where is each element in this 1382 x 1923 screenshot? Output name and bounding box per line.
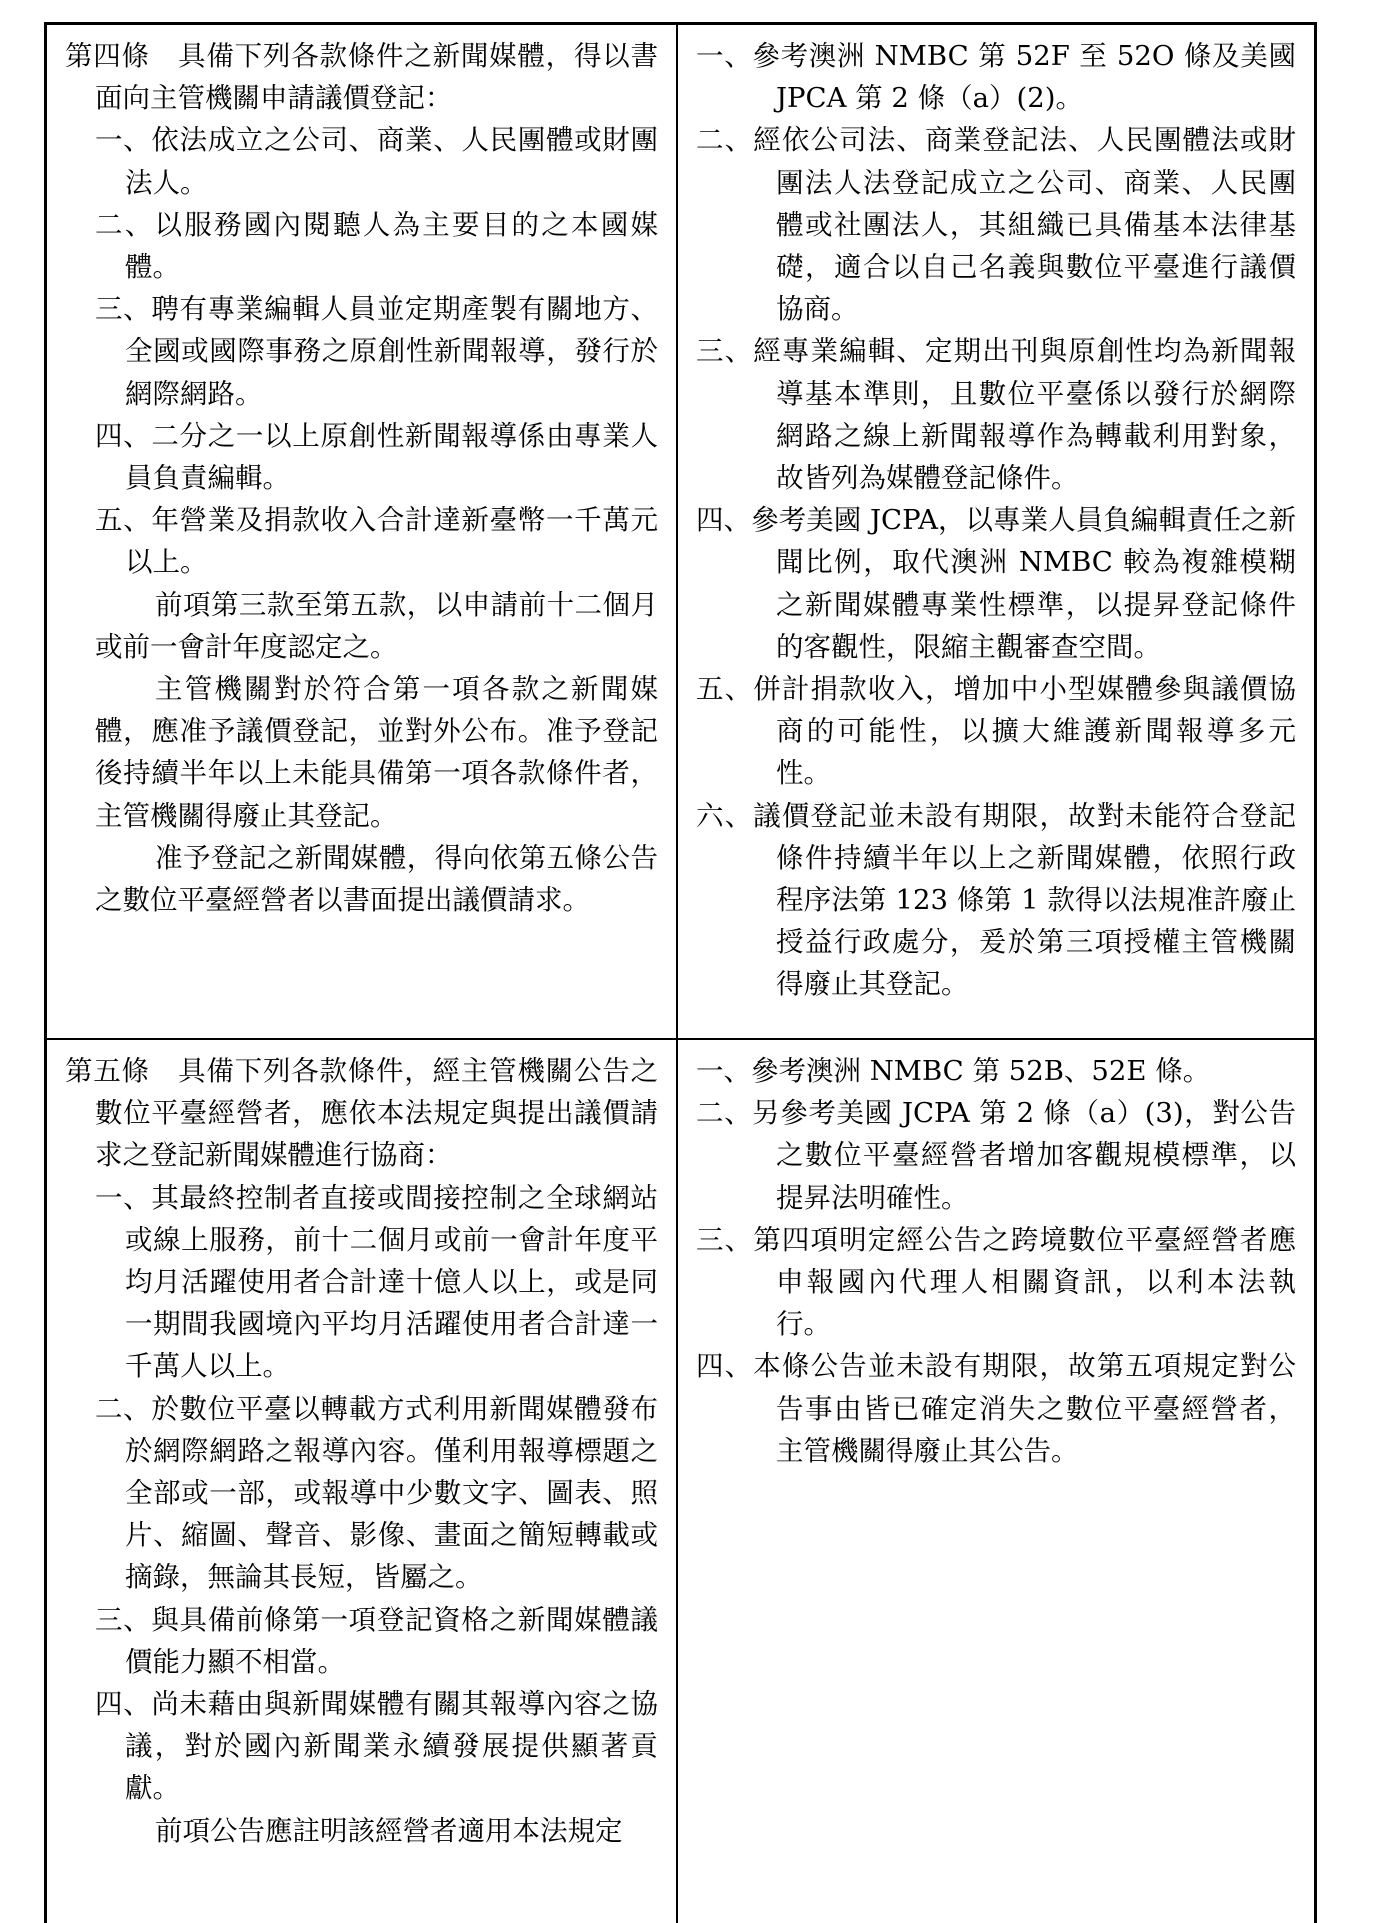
explanation-item: 一、參考澳洲 NMBC 第 52B、52E 條。 [696, 1055, 1211, 1087]
article-item: 三、聘有專業編輯人員並定期產製有關地方、全國或國際事務之原創性新聞報導，發行於網際網路。 [95, 293, 658, 410]
article-item: 三、與具備前條第一項登記資格之新聞媒體議價能力顯不相當。 [95, 1603, 658, 1678]
explanation-item: 一、參考澳洲 NMBC 第 52F 至 52O 條及美國 JPCA 第 2 條（a）(2)。 [696, 40, 1296, 115]
article-item: 一、其最終控制者直接或間接控制之全球網站或線上服務，前十二個月或前一會計年度平均月活躍使用者合計達十億人以上，或是同一期間我國境內平均月活躍使用者合計達一千萬人以上。 [95, 1181, 658, 1383]
article-5-text-cell [44, 1039, 677, 1923]
article-item: 一、依法成立之公司、商業、人民團體或財團法人。 [95, 124, 658, 199]
article-5-explanation-cell [677, 1039, 1317, 1923]
article-4-text-cell [44, 22, 677, 1039]
article-item: 四、尚未藉由與新聞媒體有關其報導內容之協議，對於國內新聞業永續發展提供顯著貢獻。 [95, 1688, 658, 1805]
article-item: 二、於數位平臺以轉載方式利用新聞媒體發布於網際網路之報導內容。僅利用報導標題之全部或一部，或報導中少數文字、圖表、照片、縮圖、聲音、影像、畫面之簡短轉載或摘錄，無論其長短，皆屬之。 [95, 1392, 658, 1594]
article-heading: 第四條 具備下列各款條件之新聞媒體，得以書面向主管機關申請議價登記： [65, 40, 658, 115]
article-item: 二、以服務國內閱聽人為主要目的之本國媒體。 [95, 208, 658, 284]
article-paragraph: 准予登記之新聞媒體，得向依第五條公告之數位平臺經營者以書面提出議價請求。 [95, 841, 658, 917]
explanation-item: 五、併計捐款收入，增加中小型媒體參與議價協商的可能性，以擴大維護新聞報導多元性。 [696, 673, 1296, 790]
article-paragraph: 前項公告應註明該經營者適用本法規定 [155, 1814, 623, 1847]
comparison-table [44, 22, 1317, 1923]
article-paragraph: 主管機關對於符合第一項各款之新聞媒體，應准予議價登記，並對外公布。准予登記後持續半年以上未能具備第一項各款條件者，主管機關得廢止其登記。 [95, 673, 658, 832]
explanation-item: 三、第四項明定經公告之跨境數位平臺經營者應申報國內代理人相關資訊，以利本法執行。 [696, 1223, 1296, 1341]
article-paragraph: 前項第三款至第五款，以申請前十二個月或前一會計年度認定之。 [95, 588, 658, 663]
article-item: 四、二分之一以上原創性新聞報導係由專業人員負責編輯。 [95, 419, 658, 495]
article-4-explanation-cell [677, 22, 1317, 1039]
explanation-item: 二、另參考美國 JCPA 第 2 條（a）(3)，對公告之數位平臺經營者增加客觀規模標準，以提昇法明確性。 [696, 1097, 1296, 1214]
explanation-item: 三、經專業編輯、定期出刊與原創性均為新聞報導基本準則，且數位平臺係以發行於網際網路之線上新聞報導作為轉載利用對象，故皆列為媒體登記條件。 [696, 335, 1296, 495]
explanation-item: 四、參考美國 JCPA，以專業人員負編輯責任之新聞比例，取代澳洲 NMBC 較為複雜模糊之新聞媒體專業性標準，以提昇登記條件的客觀性，限縮主觀審查空間。 [696, 504, 1296, 663]
explanation-item: 二、經依公司法、商業登記法、人民團體法或財團法人法登記成立之公司、商業、人民團體或社團法人，其組織已具備基本法律基礎，適合以自己名義與數位平臺進行議價協商。 [696, 124, 1296, 326]
explanation-item: 六、議價登記並未設有期限，故對未能符合登記條件持續半年以上之新聞媒體，依照行政程序法第 123 條第 1 款得以法規准許廢止授益行政處分，爰於第三項授權主管機關得廢止其登記。 [696, 799, 1296, 1001]
explanation-item: 四、本條公告並未設有期限，故第五項規定對公告事由皆已確定消失之數位平臺經營者，主管機關得廢止其公告。 [696, 1350, 1296, 1467]
article-heading: 第五條 具備下列各款條件，經主管機關公告之數位平臺經營者，應依本法規定與提出議價請求之登記新聞媒體進行協商： [65, 1055, 658, 1172]
article-item: 五、年營業及捐款收入合計達新臺幣一千萬元以上。 [95, 504, 658, 579]
